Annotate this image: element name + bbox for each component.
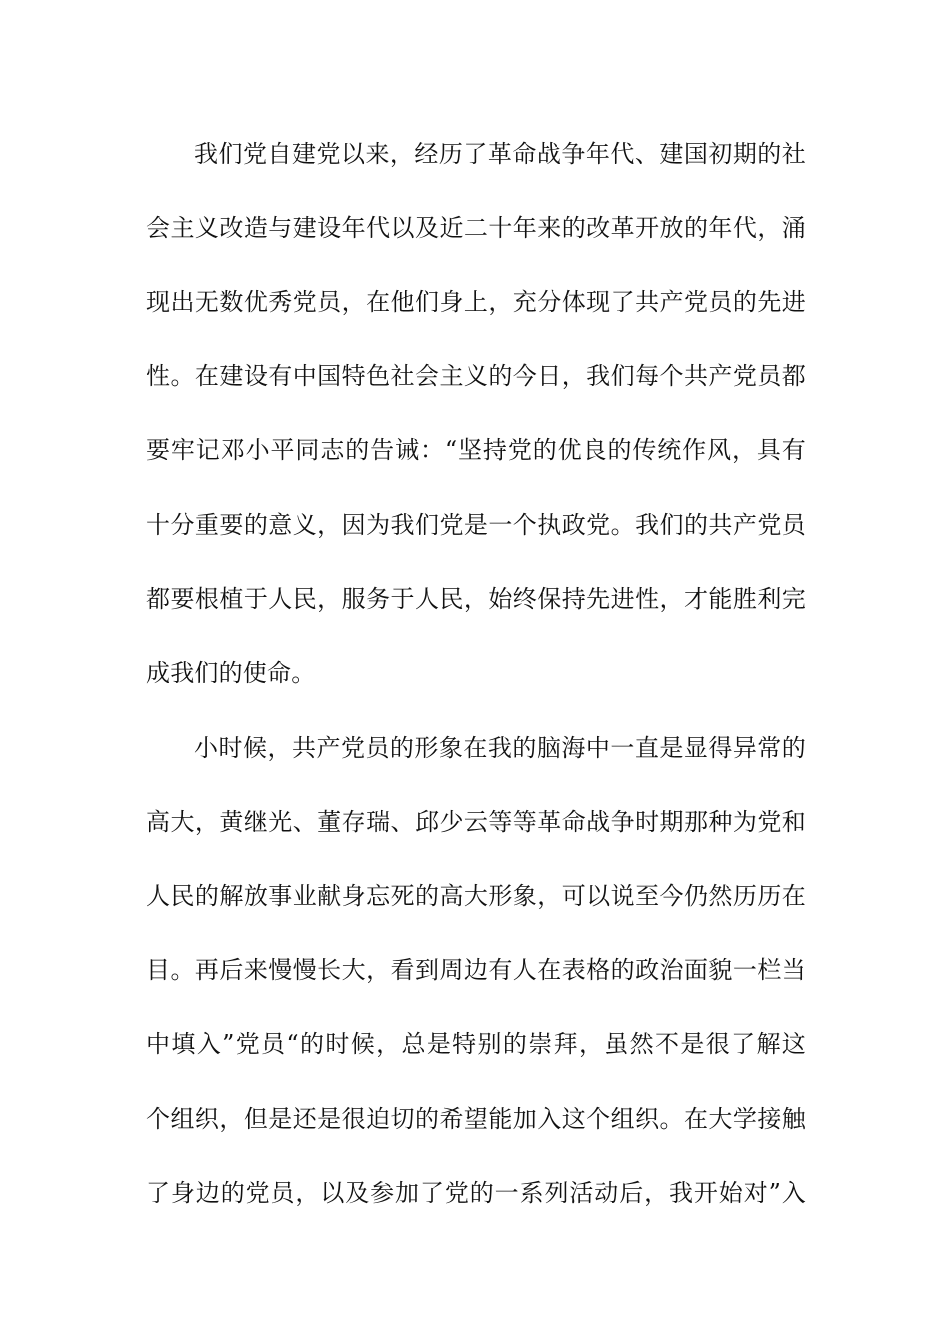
paragraph-1-line-2: 会主义改造与建设年代以及近二十年来的改革开放的年代，涌 (146, 214, 806, 242)
paragraph-2-line-2: 高大，黄继光、董存瑞、邱少云等等革命战争时期那种为党和 (146, 808, 806, 836)
paragraph-2-line-5: 中填入”党员“的时候，总是特别的崇拜，虽然不是很了解这 (146, 1030, 806, 1058)
paragraph-2-line-1: 小时候，共产党员的形象在我的脑海中一直是显得异常的 (194, 734, 806, 762)
paragraph-1-line-1: 我们党自建党以来，经历了革命战争年代、建国初期的社 (194, 140, 806, 168)
paragraph-2-line-6: 个组织，但是还是很迫切的希望能加入这个组织。在大学接触 (146, 1105, 806, 1133)
paragraph-1-line-4: 性。在建设有中国特色社会主义的今日，我们每个共产党员都 (146, 362, 806, 390)
paragraph-1-line-6: 十分重要的意义，因为我们党是一个执政党。我们的共产党员 (146, 511, 806, 539)
paragraph-2-line-3: 人民的解放事业献身忘死的高大形象，可以说至今仍然历历在 (146, 882, 806, 910)
paragraph-2-line-7: 了身边的党员，以及参加了党的一系列活动后，我开始对”入 (146, 1179, 806, 1207)
paragraph-1-line-7: 都要根植于人民，服务于人民，始终保持先进性，才能胜利完 (146, 585, 806, 613)
paragraph-1-line-3: 现出无数优秀党员，在他们身上，充分体现了共产党员的先进 (146, 288, 806, 316)
paragraph-2-line-4: 目。再后来慢慢长大，看到周边有人在表格的政治面貌一栏当 (146, 956, 806, 984)
paragraph-1-line-8: 成我们的使命。 (146, 659, 316, 687)
paragraph-1-line-5: 要牢记邓小平同志的告诫：“坚持党的优良的传统作风，具有 (146, 436, 806, 464)
